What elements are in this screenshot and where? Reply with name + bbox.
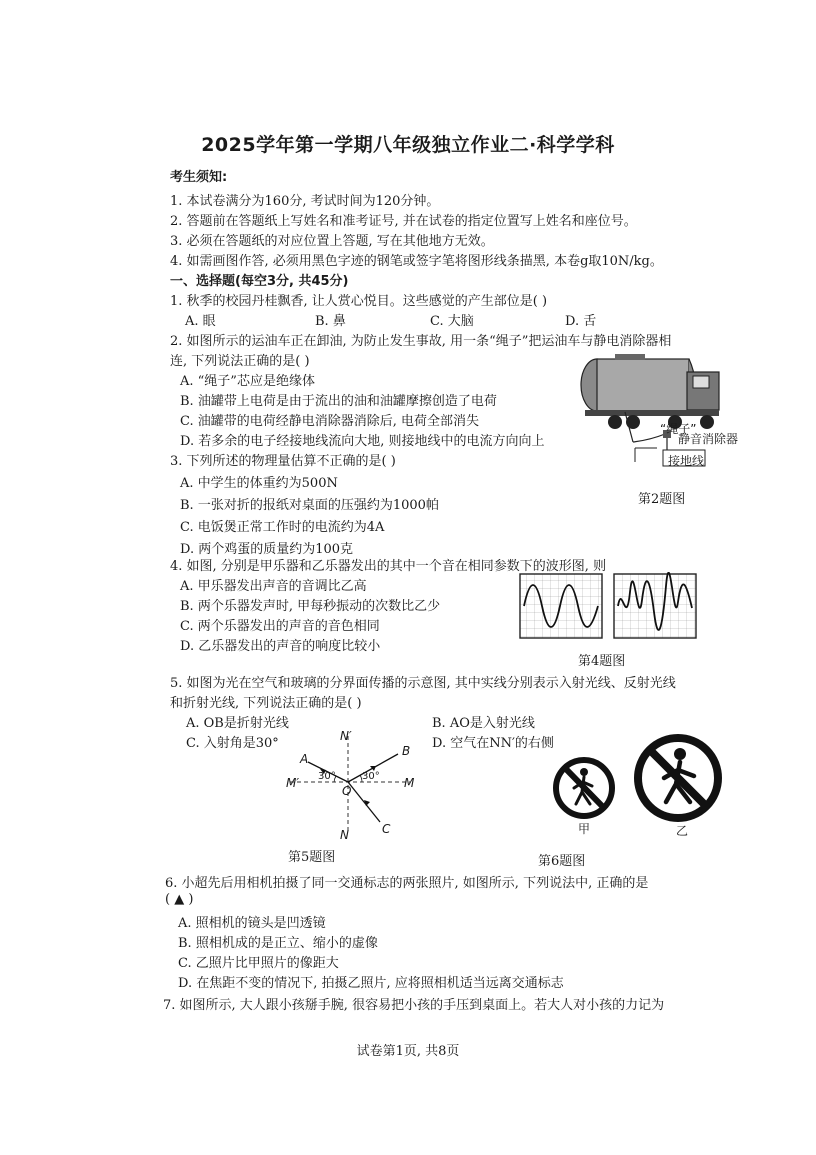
q2-option-d: D. 若多余的电子经接地线流向大地, 则接地线中的电流方向向上 <box>180 434 545 449</box>
q3-stem: 3. 下列所述的物理量估算不正确的是( ) <box>170 454 396 469</box>
notice-heading: 考生须知: <box>170 170 228 185</box>
q2-eliminator-label: 静音消除器 <box>678 432 739 446</box>
q5-label-c: C <box>382 822 391 836</box>
q2-ground-label: 接地线 <box>668 454 705 468</box>
q1-stem: 1. 秋季的校园丹桂飘香, 让人赏心悦目。这些感觉的产生部位是( ) <box>170 294 548 309</box>
q4-option-a: A. 甲乐器发出声音的音调比乙高 <box>180 579 367 594</box>
q5-option-a: A. OB是折射光线 <box>186 716 289 731</box>
q5-label-n-bottom: N <box>340 828 349 842</box>
q2-rope-label: “绳子” <box>660 422 697 436</box>
q5-label-n-top: N′ <box>340 729 352 743</box>
q3-option-b: B. 一张对折的报纸对桌面的压强约为1000帕 <box>180 498 439 513</box>
q2-caption: 第2题图 <box>638 492 686 507</box>
notice-item-3: 3. 必须在答题纸的对应位置上答题, 写在其他地方无效。 <box>170 234 494 249</box>
q1-option-a: A. 眼 <box>185 314 216 329</box>
q5-caption: 第5题图 <box>288 850 336 865</box>
q3-option-c: C. 电饭煲正常工作时的电流约为4A <box>180 520 385 535</box>
q6-label-right: 乙 <box>676 824 689 838</box>
q5-label-m-right: M <box>404 776 415 790</box>
q4-option-d: D. 乙乐器发出的声音的响度比较小 <box>180 639 381 654</box>
q5-label-o: O <box>342 784 352 798</box>
q2-option-b: B. 油罐带上电荷是由于流出的油和油罐摩擦创造了电荷 <box>180 394 497 409</box>
q7-stem: 7. 如图所示, 大人跟小孩掰手腕, 很容易把小孩的手压到桌面上。若大人对小孩的力记为 <box>163 998 665 1013</box>
q5-option-b: B. AO是入射光线 <box>432 716 535 731</box>
q2-option-c: C. 油罐带的电荷经静电消除器消除后, 电荷全部消失 <box>180 414 480 429</box>
page-number: 试卷第1页, 共8页 <box>356 1044 460 1059</box>
q4-stem: 4. 如图, 分别是甲乐器和乙乐器发出的其中一个音在相同参数下的波形图, 则 <box>170 559 607 574</box>
section-heading: 一、选择题(每空3分, 共45分) <box>170 274 349 289</box>
page-title: 2025学年第一学期八年级独立作业二·科学学科 <box>201 134 615 156</box>
tanker-truck-figure <box>575 350 750 475</box>
notice-item-4: 4. 如需画图作答, 必须用黑色字迹的钢笔或签字笔将图形线条描黑, 本卷g取10N/kg。 <box>170 254 663 269</box>
q6-label-left: 甲 <box>578 822 591 836</box>
q1-option-c: C. 大脑 <box>430 314 474 329</box>
q5-label-b: B <box>402 744 411 758</box>
q5-stem-line1: 5. 如图为光在空气和玻璃的分界面传播的示意图, 其中实线分别表示入射光线、反射光线 <box>170 676 676 691</box>
q5-angle-left: 30° <box>318 771 336 782</box>
q6-stem-line1: 6. 小超先后用相机拍摄了同一交通标志的两张照片, 如图所示, 下列说法中, 正确的是 <box>165 876 649 891</box>
q5-stem-line2: 和折射光线, 下列说法正确的是( ) <box>170 696 362 711</box>
waveform-figure <box>518 572 698 642</box>
q6-option-c: C. 乙照片比甲照片的像距大 <box>178 956 339 971</box>
q3-option-d: D. 两个鸡蛋的质量约为100克 <box>180 542 354 557</box>
q5-option-c: C. 入射角是30° <box>186 736 279 751</box>
q2-stem-line1: 2. 如图所示的运油车正在卸油, 为防止发生事故, 用一条“绳子”把运油车与静电消除器相 <box>170 334 672 349</box>
q6-stem-line2: ( ▲ ) <box>165 892 194 907</box>
q5-angle-right: 30° <box>362 771 380 782</box>
q2-stem-line2: 连, 下列说法正确的是( ) <box>170 354 310 369</box>
notice-item-2: 2. 答题前在答题纸上写姓名和准考证号, 并在试卷的指定位置写上姓名和座位号。 <box>170 214 637 229</box>
q4-caption: 第4题图 <box>578 654 626 669</box>
q5-label-m-left: M′ <box>286 776 300 790</box>
q1-option-b: B. 鼻 <box>315 314 346 329</box>
q6-option-a: A. 照相机的镜头是凹透镜 <box>178 916 326 931</box>
q6-option-d: D. 在焦距不变的情况下, 拍摄乙照片, 应将照相机适当远离交通标志 <box>178 976 564 991</box>
q1-option-d: D. 舌 <box>565 314 597 329</box>
q6-caption: 第6题图 <box>538 854 586 869</box>
q4-option-b: B. 两个乐器发声时, 甲每秒振动的次数比乙少 <box>180 599 441 614</box>
q6-option-b: B. 照相机成的是正立、缩小的虚像 <box>178 936 378 951</box>
q5-label-a: A <box>300 752 309 766</box>
q5-option-d: D. 空气在NN′的右侧 <box>432 736 554 751</box>
q2-option-a: A. “绳子”芯应是绝缘体 <box>180 374 315 389</box>
notice-item-1: 1. 本试卷满分为160分, 考试时间为120分钟。 <box>170 194 440 209</box>
q4-option-c: C. 两个乐器发出的声音的音色相同 <box>180 619 380 634</box>
q3-option-a: A. 中学生的体重约为500N <box>180 476 338 491</box>
